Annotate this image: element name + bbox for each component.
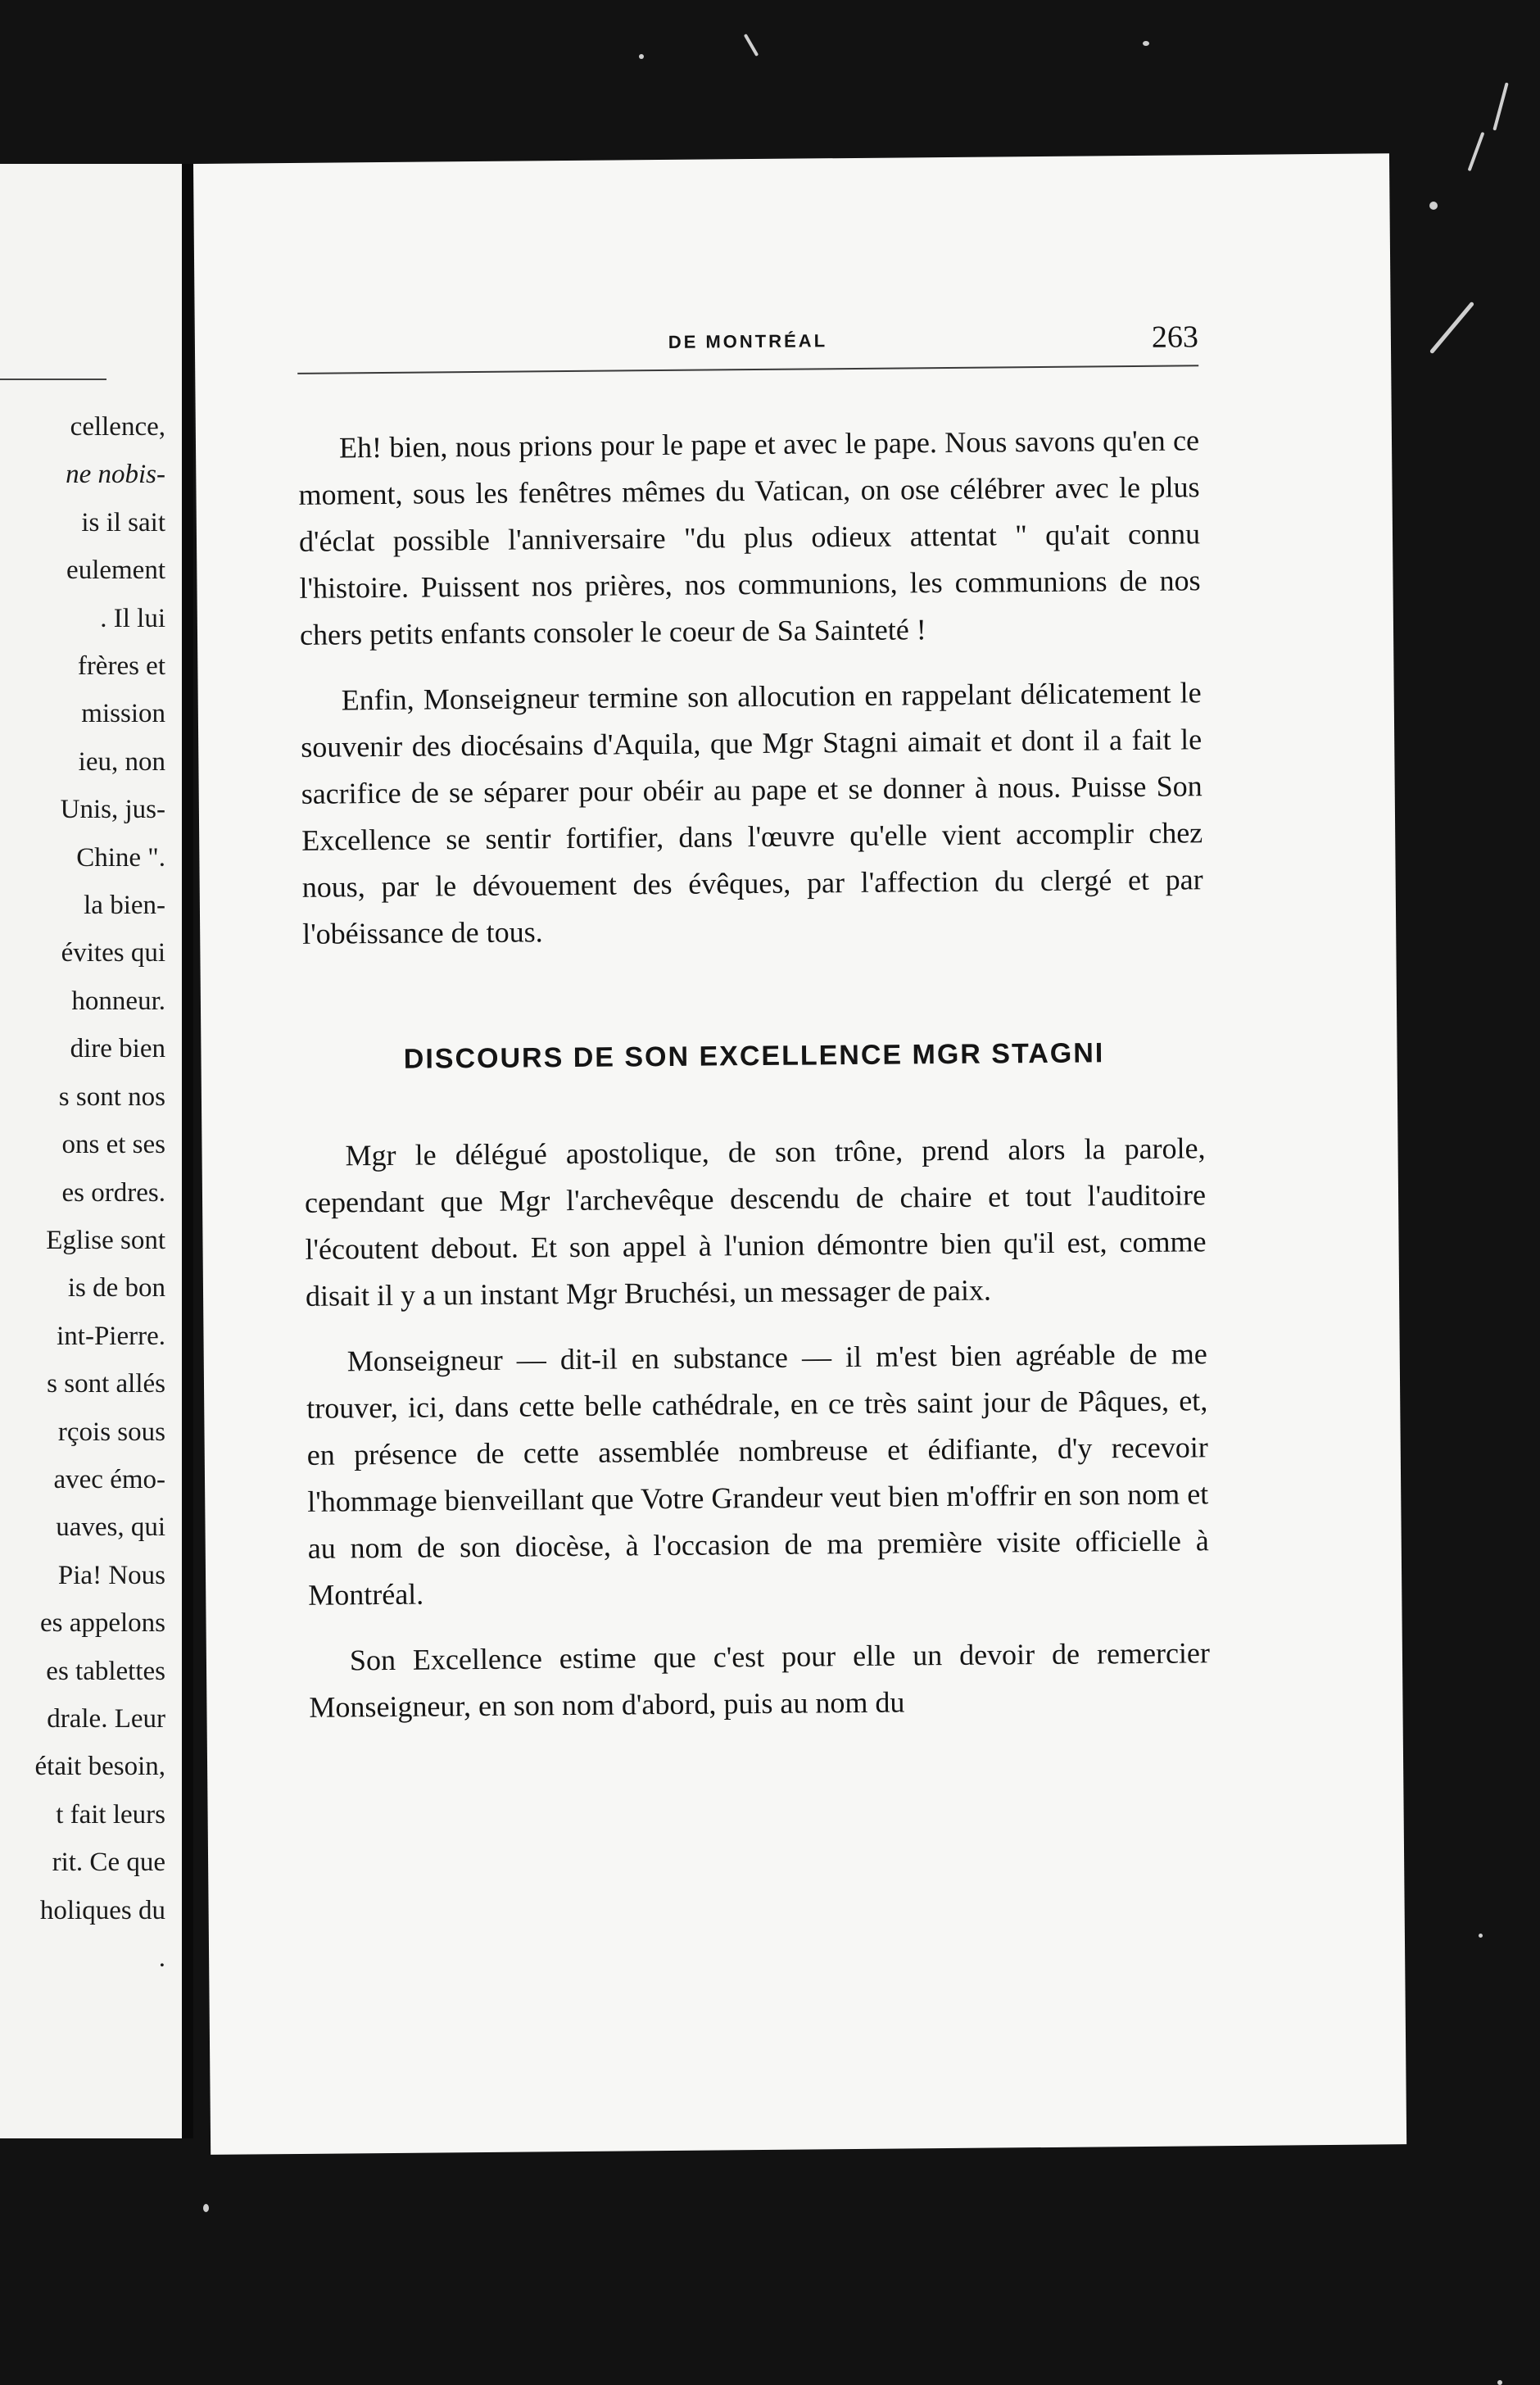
running-head <box>297 320 1199 384</box>
left-page-line: drale. Leur <box>47 1703 165 1734</box>
left-page-line: . Il lui <box>100 603 165 633</box>
left-page-line: évites qui <box>61 938 165 968</box>
left-page-line: mission <box>81 699 165 729</box>
left-page-line: es appelons <box>39 1608 165 1639</box>
left-page-line: holiques du <box>39 1895 165 1925</box>
paragraph: Enfin, Monseigneur termine son allocution en rappelant délicatement le souvenir des diocésains d'Aquila, que Mgr Stagni aimait et dont il a fait le sacrifice de se séparer pour obéir au pape et se donner à nous. Puisse Son Excellence se sentir fortifier, dans l'œuvre qu'elle vient accomplir chez nous, par le dévouement des évêques, par l'affection du clergé et par l'obéissance de tous. <box>301 676 1203 950</box>
left-page-rule <box>0 379 106 380</box>
left-page-line: rit. Ce que <box>52 1848 165 1878</box>
left-page-line: Eglise sont <box>46 1225 165 1255</box>
left-page-line: int-Pierre. <box>57 1321 165 1351</box>
left-page-line: ons et ses <box>61 1130 165 1160</box>
left-page-line: uaves, qui <box>56 1512 165 1543</box>
book-gutter <box>182 164 193 2138</box>
paragraph: Mgr le délégué apostolique, de son trône, prend alors la parole, cependant que Mgr l'archevêque descendu de chaire et tout l'auditoire l'écoutent debout. Et son appel à l'union démontre bien qu'il est, comme disait il y a un instant Mgr Bruchési, un messager de paix. <box>304 1131 1207 1313</box>
left-page-line: es ordres. <box>61 1177 165 1208</box>
running-title: DE MONTRÉAL <box>668 330 828 352</box>
page-number: 263 <box>1151 320 1199 355</box>
left-page-line: . <box>158 1943 165 1973</box>
left-page-line: is il sait <box>81 507 165 537</box>
main-page <box>193 153 1406 2155</box>
left-page-line: dire bien <box>70 1034 165 1064</box>
left-page-line: Chine ". <box>76 842 165 873</box>
paragraph: Monseigneur — dit-il en substance — il m'est bien agréable de me trouver, ici, dans cette belle cathédrale, en ce très saint jour de Pâques, et, en présence de cette assemblée nombreuse et édifiante, d'y recevoir l'hommage bienveillant que Votre Grandeur veut bien m'offrir en son nom et au nom de son diocèse, à l'occasion de ma première visite officielle à Montréal. <box>306 1337 1209 1612</box>
section-heading: DISCOURS DE SON EXCELLENCE MGR STAGNI <box>403 1037 1105 1075</box>
left-page-line: s sont allés <box>47 1369 165 1399</box>
header-rule <box>297 365 1198 374</box>
paragraph: Son Excellence estime que c'est pour elle un devoir de remercier Monseigneur, en son nom d'abord, puis au nom du <box>309 1636 1211 1724</box>
left-page-line: t fait leurs <box>56 1799 165 1830</box>
left-page-line: rçois sous <box>57 1417 165 1447</box>
left-page-fragment <box>0 164 182 2138</box>
left-page-line: avec émo- <box>53 1464 165 1494</box>
left-page-line: Pia! Nous <box>57 1560 165 1590</box>
body-text <box>298 417 1211 1750</box>
paragraph: Eh! bien, nous prions pour le pape et avec le pape. Nous savons qu'en ce moment, sous les fenêtres mêmes du Vatican, on ose célébrer avec le plus d'éclat possible l'anniversaire "du plus odieux attentat " qu'ait connu l'histoire. Puissent nos prières, nos communions, les communions de nos chers petits enfants consoler le coeur de Sa Sainteté ! <box>298 424 1201 651</box>
left-page-line: is de bon <box>67 1273 165 1304</box>
left-page-line: honneur. <box>71 986 165 1016</box>
left-page-line: était besoin, <box>34 1752 165 1782</box>
left-page-line: Unis, jus- <box>60 795 165 825</box>
left-page-lines <box>35 403 165 1982</box>
left-page-line: es tablettes <box>46 1656 165 1686</box>
left-page-line: s sont nos <box>58 1081 165 1112</box>
left-page-line: ne nobis- <box>66 460 165 490</box>
left-page-line: ieu, non <box>78 746 165 777</box>
left-page-line: cellence, <box>70 412 165 442</box>
left-page-line: frères et <box>77 651 165 682</box>
left-page-line: la bien- <box>84 891 165 921</box>
left-page-line: eulement <box>66 555 165 586</box>
